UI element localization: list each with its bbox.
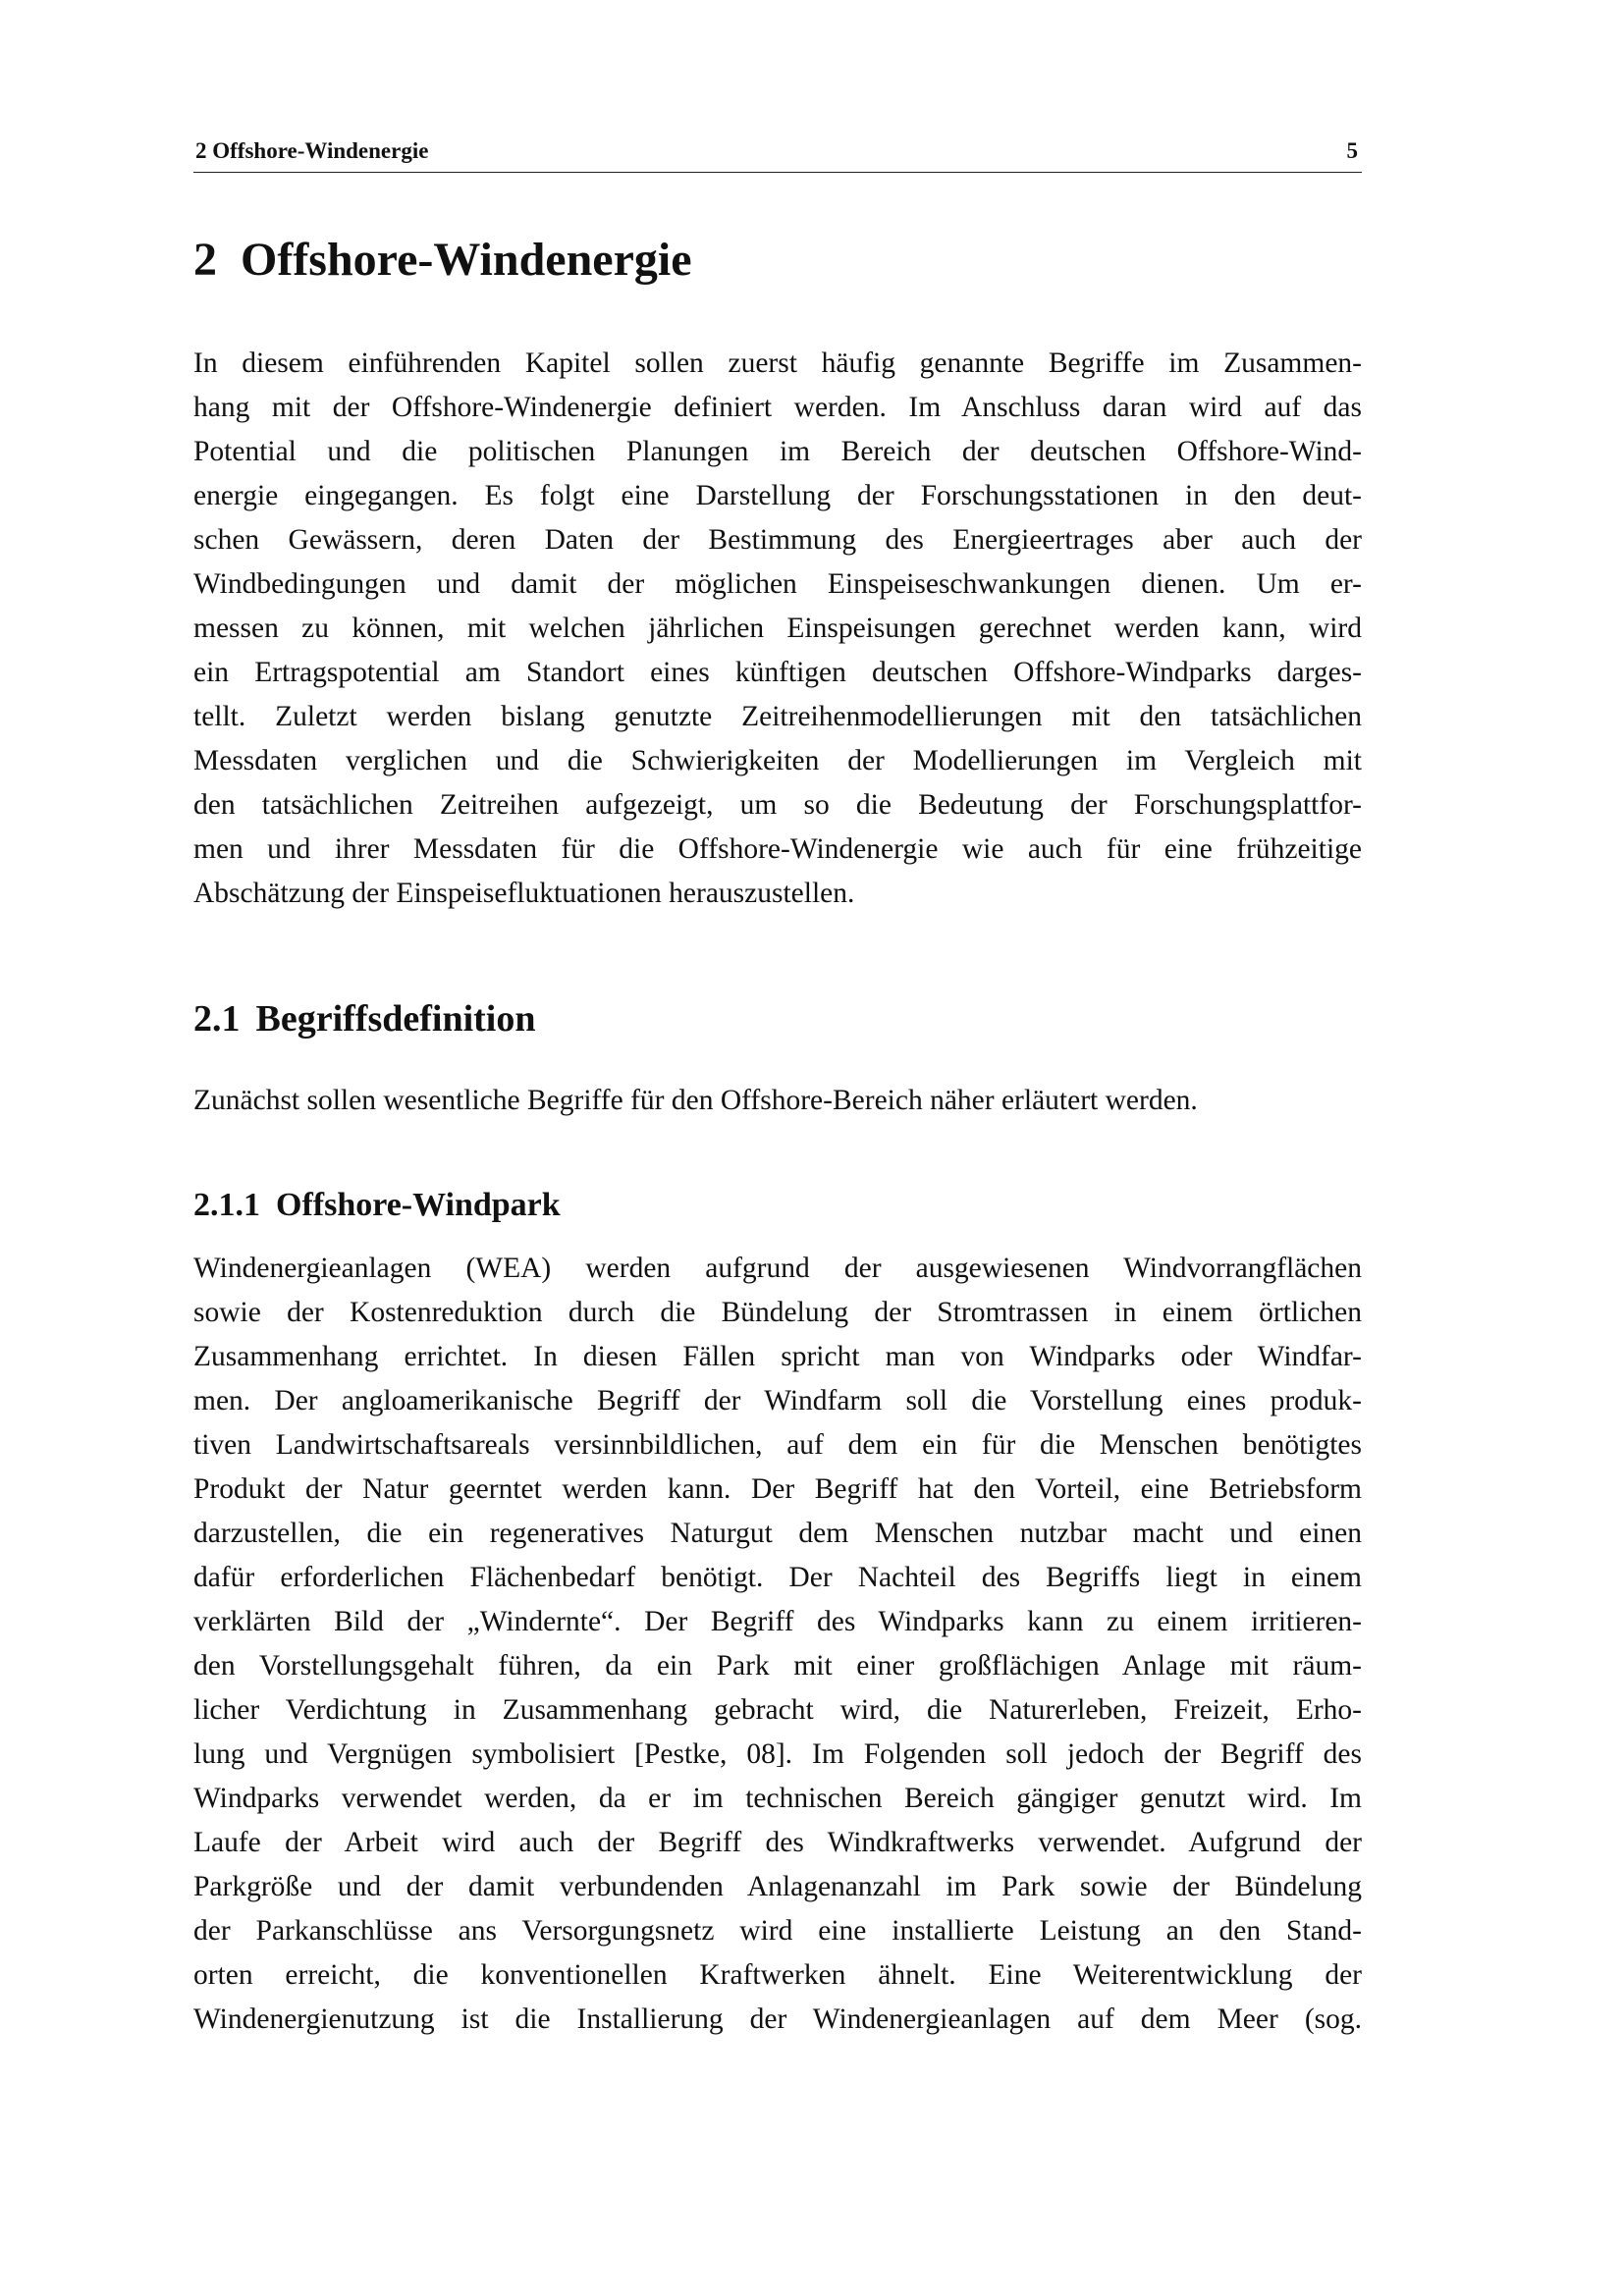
chapter-title: Offshore-Windenergie	[241, 234, 692, 286]
chapter-heading	[193, 232, 692, 289]
text-line: sowie der Kostenreduktion durch die Bündelung der Stromtrassen in einem örtlichen	[193, 1297, 1362, 1328]
section-heading-2-1	[193, 997, 535, 1042]
text-line: energie eingegangen. Es folgt eine Darstellung der Forschungsstationen in den deut-	[193, 480, 1362, 511]
text-line: Zusammenhang errichtet. In diesen Fällen spricht man von Windparks oder Windfar-	[193, 1341, 1362, 1372]
text-line: messen zu können, mit welchen jährlichen Einspeisungen gerechnet werden kann, wird	[193, 613, 1362, 644]
running-header	[193, 136, 1362, 173]
section-title: Begriffsdefinition	[255, 998, 536, 1040]
chapter-number: 2	[193, 234, 217, 286]
text-line: Laufe der Arbeit wird auch der Begriff des Windkraftwerks verwendet. Aufgrund der	[193, 1827, 1362, 1858]
text-line: lung und Vergnügen symbolisiert [Pestke, 08]. Im Folgenden soll jedoch der Begriff des	[193, 1738, 1362, 1770]
text-line: Messdaten verglichen und die Schwierigkeiten der Modellierungen im Vergleich mit	[193, 745, 1362, 776]
text-line: ein Ertragspotential am Standort eines künftigen deutschen Offshore-Windparks darges-	[193, 657, 1362, 688]
text-line: tiven Landwirtschaftsareals versinnbildlichen, auf dem ein für die Menschen benötigtes	[193, 1429, 1362, 1461]
section-number: 2.1	[193, 998, 241, 1040]
text-line: Abschätzung der Einspeisefluktuationen herauszustellen.	[193, 878, 855, 909]
text-line: orten erreicht, die konventionellen Kraftwerken ähnelt. Eine Weiterentwicklung der	[193, 1959, 1362, 1991]
text-line: Windenergienutzung ist die Installierung der Windenergieanlagen auf dem Meer (sog.	[193, 2003, 1362, 2035]
text-line: licher Verdichtung in Zusammenhang gebracht wird, die Naturerleben, Freizeit, Erho-	[193, 1694, 1362, 1726]
subsection-heading-2-1-1	[193, 1186, 561, 1226]
running-header-title: 2 Offshore-Windenergie	[195, 138, 429, 163]
subsection-number: 2.1.1	[193, 1187, 260, 1223]
chapter-intro-paragraph	[193, 342, 1362, 916]
text-line: verklärten Bild der „Windernte“. Der Begriff des Windparks kann zu einem irritieren-	[193, 1606, 1362, 1637]
text-line: men und ihrer Messdaten für die Offshore-Windenergie wie auch für eine frühzeitige	[193, 833, 1362, 865]
section-2-1-1-paragraph	[193, 1247, 1362, 2042]
text-line: Windbedingungen und damit der möglichen Einspeiseschwankungen dienen. Um er-	[193, 568, 1362, 600]
text-line: Windenergieanlagen (WEA) werden aufgrund der ausgewiesenen Windvorrangflächen	[193, 1253, 1362, 1284]
text-line: Parkgröße und der damit verbundenden Anlagenanzahl im Park sowie der Bündelung	[193, 1871, 1362, 1902]
text-line: den tatsächlichen Zeitreihen aufgezeigt, um so die Bedeutung der Forschungsplattfor-	[193, 789, 1362, 821]
text-line: Produkt der Natur geerntet werden kann. Der Begriff hat den Vorteil, eine Betriebsform	[193, 1473, 1362, 1505]
text-line: darzustellen, die ein regeneratives Naturgut dem Menschen nutzbar macht und einen	[193, 1518, 1362, 1549]
text-line: men. Der angloamerikanische Begriff der Windfarm soll die Vorstellung eines produk-	[193, 1385, 1362, 1416]
page-number: 5	[1346, 138, 1358, 163]
section-2-1-paragraph	[193, 1079, 1362, 1123]
text-line: Windparks verwendet werden, da er im technischen Bereich gängiger genutzt wird. Im	[193, 1783, 1362, 1814]
text-line: tellt. Zuletzt werden bislang genutzte Zeitreihenmodellierungen mit den tatsächlichen	[193, 701, 1362, 732]
text-line: Potential und die politischen Planungen im Bereich der deutschen Offshore-Wind-	[193, 436, 1362, 467]
text-line: Zunächst sollen wesentliche Begriffe für den Offshore-Bereich näher erläutert werden.	[193, 1085, 1198, 1116]
text-line: In diesem einführenden Kapitel sollen zuerst häufig genannte Begriffe im Zusammen-	[193, 347, 1362, 379]
text-line: der Parkanschlüsse ans Versorgungsnetz wird eine installierte Leistung an den Stand-	[193, 1915, 1362, 1947]
text-line: hang mit der Offshore-Windenergie definiert werden. Im Anschluss daran wird auf das	[193, 392, 1362, 423]
text-line: schen Gewässern, deren Daten der Bestimmung des Energieertrages aber auch der	[193, 524, 1362, 556]
text-line: den Vorstellungsgehalt führen, da ein Park mit einer großflächigen Anlage mit räum-	[193, 1650, 1362, 1682]
subsection-title: Offshore-Windpark	[276, 1187, 561, 1223]
text-line: dafür erforderlichen Flächenbedarf benötigt. Der Nachteil des Begriffs liegt in einem	[193, 1562, 1362, 1593]
